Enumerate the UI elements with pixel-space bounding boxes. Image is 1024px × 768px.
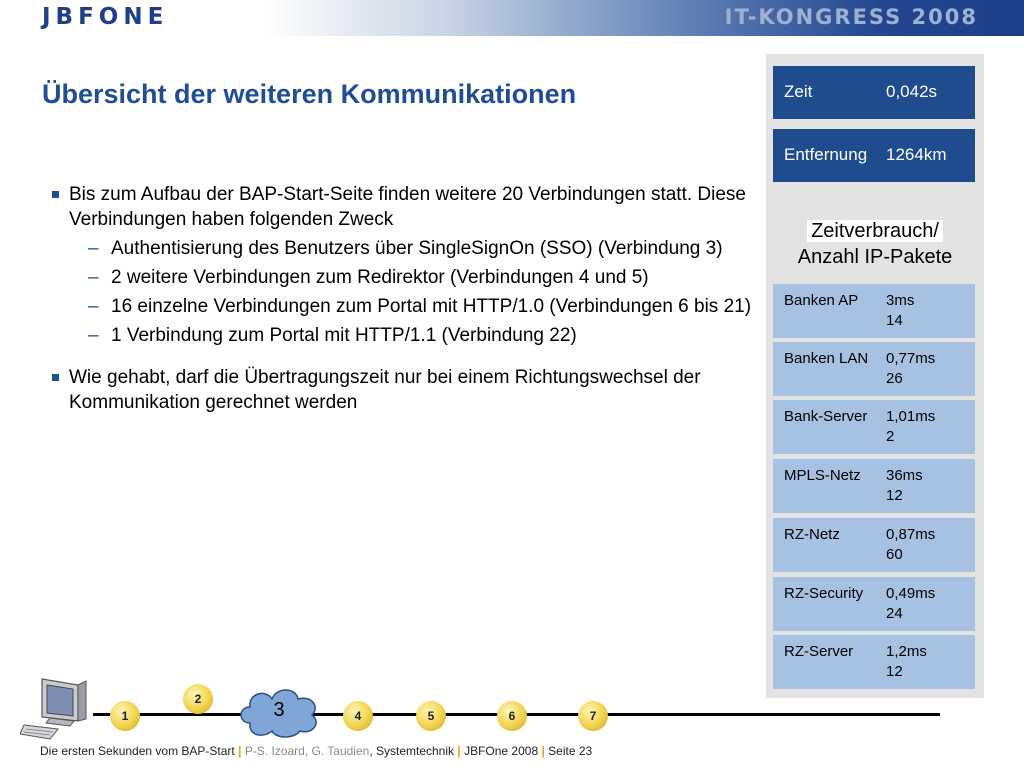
hop-time: 1,01ms <box>886 408 936 425</box>
timeline-node-3: 3 <box>273 699 285 721</box>
footer-dept: , Systemtechnik <box>369 744 455 758</box>
hop-packets: 12 <box>886 487 903 504</box>
jbfone-logo: JBFONE <box>42 4 169 30</box>
timeline-node-2: 2 <box>183 684 213 714</box>
sub-bullet-text: 2 weitere Verbindungen zum Redirektor (Verbindungen 4 und 5) <box>111 267 649 288</box>
hop-packets: 14 <box>886 312 903 329</box>
hop-name: RZ-Netz <box>784 526 840 543</box>
hop-time: 1,2ms <box>886 643 927 660</box>
hop-packets: 24 <box>886 605 903 622</box>
hop-item <box>773 284 975 338</box>
hop-time: 0,77ms <box>886 350 936 367</box>
hop-name: Banken AP <box>784 292 859 309</box>
sub-bullet-text: 16 einzelne Verbindungen zum Portal mit HTTP/1.0 (Verbindungen 6 bis 21) <box>111 296 752 317</box>
footer: Die ersten Sekunden vom BAP-Start | P-S. Izoard, G. Taudien, Systemtechnik | JBFOne 2008 | Seite 23 <box>40 744 593 758</box>
metric-value: 0,042s <box>886 82 938 101</box>
hop-name: RZ-Server <box>784 643 854 660</box>
hop-time: 0,87ms <box>886 526 936 543</box>
footer-page: Seite 23 <box>548 744 593 758</box>
heading-line-2: Anzahl IP-Pakete <box>797 246 953 268</box>
square-bullet-icon <box>52 374 59 381</box>
square-bullet-icon <box>52 191 59 198</box>
timeline-node-6: 6 <box>497 701 527 731</box>
metric-label: Entfernung <box>784 145 868 164</box>
sub-bullet-item <box>52 236 752 261</box>
hop-item <box>773 400 975 454</box>
hop-name: Banken LAN <box>784 350 869 367</box>
hop-packets: 2 <box>886 428 895 445</box>
sub-bullet-item <box>52 265 752 290</box>
slide-title: Übersicht der weiteren Kommunikationen <box>42 79 577 109</box>
timeline-node-4: 4 <box>343 701 373 731</box>
computer-terminal-icon <box>20 673 93 742</box>
dash-bullet-icon: – <box>88 267 99 288</box>
hop-packets: 26 <box>886 370 903 387</box>
heading-line-1: Zeitverbrauch/ <box>807 220 943 242</box>
metric-distance <box>773 129 975 182</box>
sub-bullet-item <box>52 323 752 348</box>
sub-bullet-item <box>52 294 752 319</box>
metric-label: Zeit <box>784 82 813 101</box>
footer-authors: P-S. Izoard, G. Taudien <box>244 744 370 758</box>
hop-packets: 12 <box>886 663 903 680</box>
dash-bullet-icon: – <box>88 325 99 346</box>
hop-name: MPLS-Netz <box>784 467 861 484</box>
bullet-text: Bis zum Aufbau der BAP-Start-Seite finden weitere 20 Verbindungen statt. Diese Verbindungen haben folgenden Zweck <box>69 184 746 230</box>
hop-item <box>773 342 975 396</box>
footer-topic: Die ersten Sekunden vom BAP-Start <box>40 744 235 758</box>
sub-bullet-text: Authentisierung des Benutzers über SingleSignOn (SSO) (Verbindung 3) <box>111 238 723 259</box>
timeline-line <box>40 713 940 716</box>
hop-list-heading <box>766 218 984 270</box>
timeline-node-1: 1 <box>110 701 140 731</box>
hop-item <box>773 459 975 513</box>
hop-name: Bank-Server <box>784 408 868 425</box>
timeline-node-5: 5 <box>416 701 446 731</box>
header-bar <box>0 0 1024 36</box>
footer-event: JBFOne 2008 <box>464 744 539 758</box>
hop-packets: 60 <box>886 546 903 563</box>
sub-bullet-text: 1 Verbindung zum Portal mit HTTP/1.1 (Verbindung 22) <box>111 325 577 346</box>
metric-value: 1264km <box>886 145 947 164</box>
bullet-item <box>52 365 752 415</box>
bullet-list <box>52 182 752 419</box>
bullet-text: Wie gehabt, darf die Übertragungszeit nur bei einem Richtungswechsel der Kommunikation gerechnet werden <box>69 367 701 413</box>
hop-time: 0,49ms <box>886 585 936 602</box>
dash-bullet-icon: – <box>88 238 99 259</box>
hop-item <box>773 577 975 631</box>
timeline-node-7: 7 <box>578 701 608 731</box>
dash-bullet-icon: – <box>88 296 99 317</box>
hop-time: 36ms <box>886 467 923 484</box>
bullet-item <box>52 182 752 232</box>
hop-item <box>773 635 975 689</box>
hop-time: 3ms <box>886 292 915 309</box>
hop-item <box>773 518 975 572</box>
event-title: IT-KONGRESS 2008 <box>724 5 978 29</box>
hop-name: RZ-Security <box>784 585 864 602</box>
metric-time <box>773 66 975 119</box>
